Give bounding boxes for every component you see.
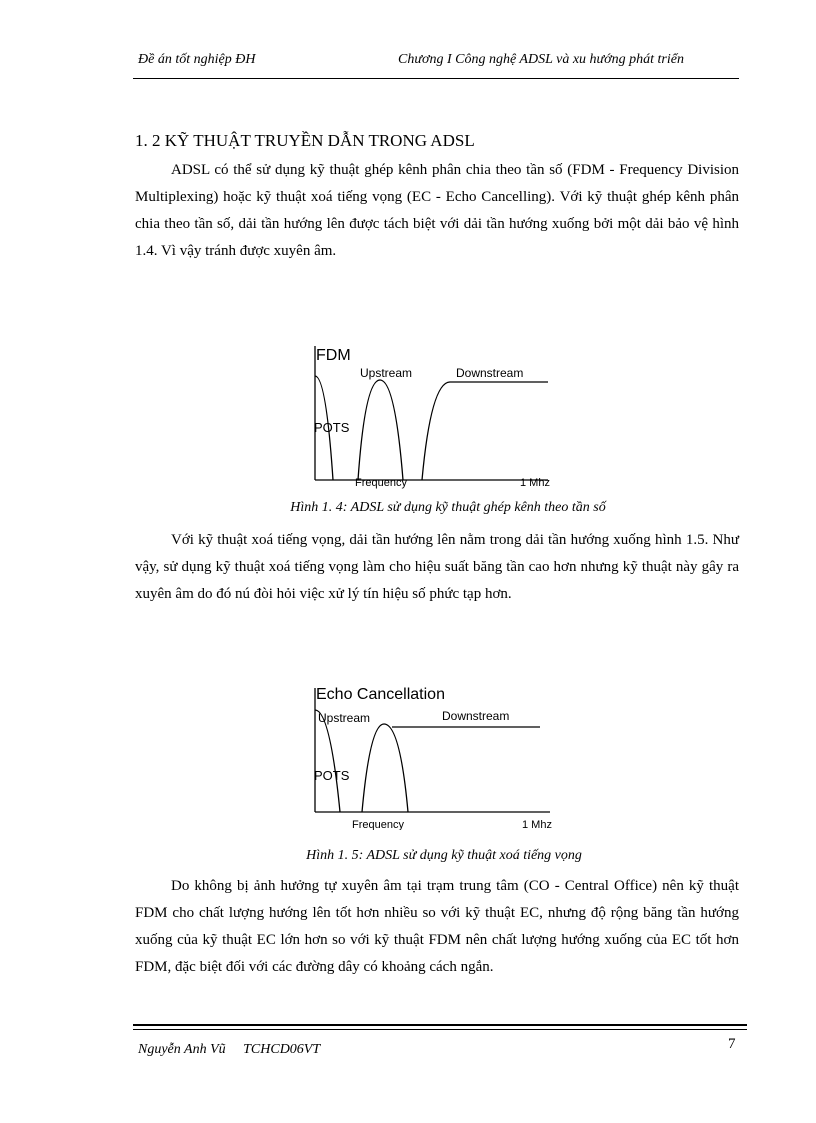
echo-cancellation-diagram: [300, 680, 570, 830]
paragraph-3: [135, 873, 739, 981]
upstream-band-curve: [358, 380, 403, 480]
paragraph-1-text: ADSL có thể sử dụng kỹ thuật ghép kênh phân chia theo tần số (FDM - Frequency Division Multiplexing) hoặc kỹ thuật xoá tiếng vọng (EC - Echo Cancelling). Với kỹ thuật ghép kênh phân chia theo tần số, dải tần hướng lên được tách biệt với dải tần hướng xuống bởi một dải bảo vệ hình 1.4. Vì vậy tránh được xuyên âm.: [135, 162, 739, 259]
figure-title: FDM: [316, 347, 351, 364]
x-axis-max-label: 1 Mhz: [522, 819, 552, 830]
footer-divider-thick: [133, 1024, 747, 1026]
figure-1-caption: Hình 1. 4: ADSL sử dụng kỹ thuật ghép kênh theo tần số: [290, 500, 606, 515]
header-left: Đề án tốt nghiệp ĐH: [138, 52, 256, 67]
upstream-label: Upstream: [318, 711, 371, 725]
fdm-diagram: [300, 338, 560, 490]
header-right: Chương I Công nghệ ADSL và xu hướng phát triển: [398, 52, 684, 67]
x-axis-max-label: 1 Mhz: [520, 477, 550, 489]
header-divider: [133, 78, 739, 79]
downstream-band-curve: [422, 382, 548, 480]
x-axis-label: Frequency: [355, 477, 407, 489]
x-axis-label: Frequency: [352, 819, 404, 830]
pots-band-curve: [315, 710, 340, 812]
pots-label: POTS: [314, 420, 350, 435]
figure-title: Echo Cancellation: [316, 686, 445, 703]
section-title: 1. 2 KỸ THUẬT TRUYỀN DẪN TRONG ADSL: [135, 131, 475, 150]
footer-author: Nguyễn Anh Vũ TCHCD06VT: [138, 1042, 321, 1057]
upstream-band-curve: [362, 724, 408, 812]
downstream-label: Downstream: [442, 709, 510, 723]
paragraph-1: [135, 157, 739, 265]
downstream-label: Downstream: [456, 366, 524, 380]
paragraph-2: [135, 527, 739, 608]
footer-divider-thin: [133, 1029, 747, 1030]
figure-2-caption: Hình 1. 5: ADSL sử dụng kỹ thuật xoá tiếng vọng: [306, 848, 582, 863]
paragraph-3-text: Do không bị ảnh hưởng tự xuyên âm tại trạm trung tâm (CO - Central Office) nên kỹ thuật FDM cho chất lượng hướng lên tốt hơn nhiều so với kỹ thuật EC, nhưng độ rộng băng tần hướng xuống của kỹ thuật EC lớn hơn so với kỹ thuật FDM nên chất lượng hướng xuống của EC tốt hơn FDM, đặc biệt đối với các đường dây có khoảng cách ngắn.: [135, 878, 739, 975]
upstream-label: Upstream: [360, 366, 413, 380]
paragraph-2-text: Với kỹ thuật xoá tiếng vọng, dải tần hướng lên nằm trong dải tần hướng xuống hình 1.5. Như vậy, sử dụng kỹ thuật xoá tiếng vọng làm cho hiệu suất băng tần cao hơn nhưng kỹ thuật này gây ra xuyên âm do đó nú đòi hỏi việc xử lý tín hiệu số phức tạp hơn.: [135, 532, 739, 602]
pots-label: POTS: [314, 768, 350, 783]
page-number: 7: [728, 1036, 736, 1052]
